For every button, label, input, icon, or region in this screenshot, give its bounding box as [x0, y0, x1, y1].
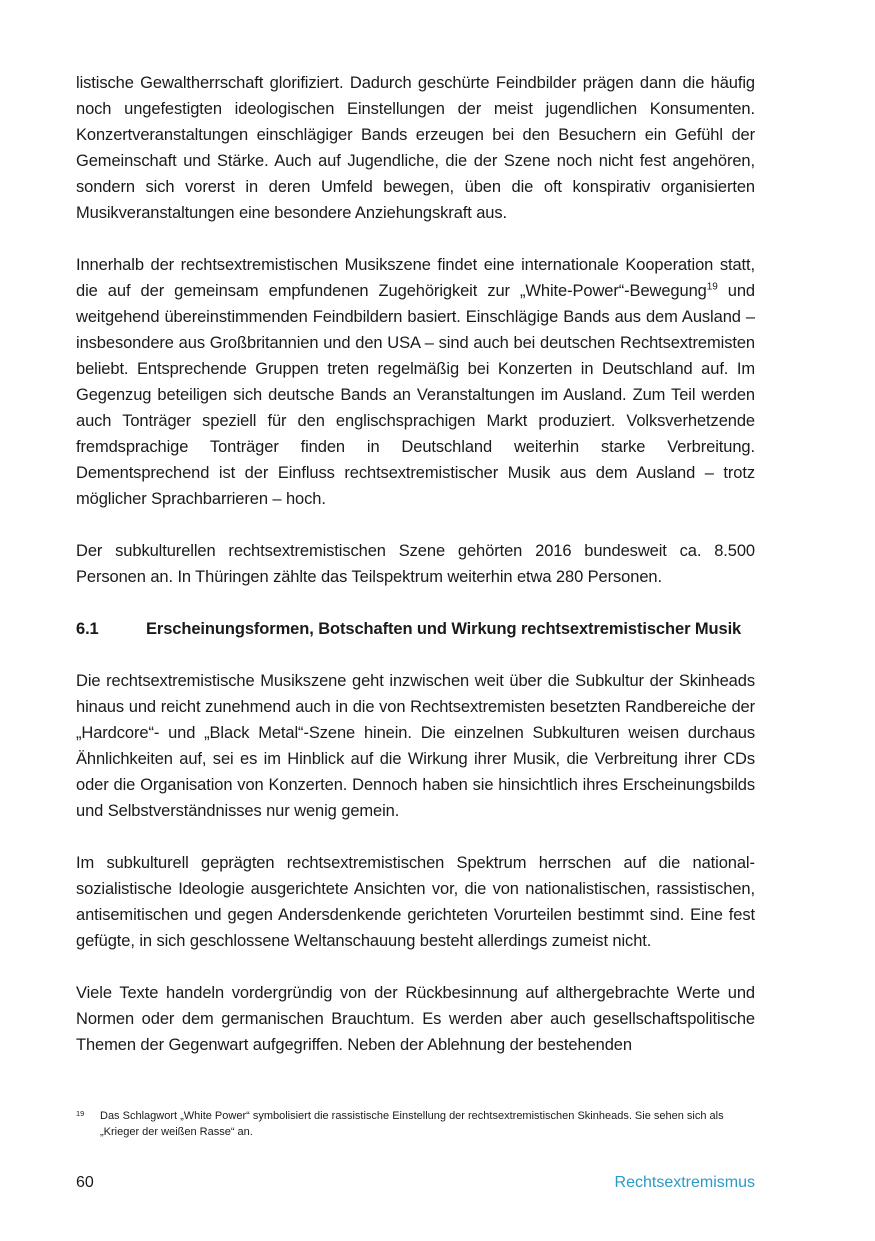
paragraph-continued: listische Gewaltherrschaft glorifiziert. Dadurch geschürte Feindbilder prägen dann die häufig noch ungefestigten ideologischen Einstellungen der meist jugendlichen Konsumenten. Konzertveranstaltungen einschlägiger Bands erzeugen bei den Besuchern ein Gefühl der Gemeinschaft und Stärke. Auch auf Jugendliche, die der Szene noch nicht fest angehören, sondern sich vorerst in deren Umfeld bewegen, üben die oft konspirativ organisierten Musikveranstaltungen eine besondere Anziehungskraft aus.	[76, 74, 755, 222]
paragraph-music-scene: Die rechtsextremistische Musikszene geht inzwischen weit über die Subkultur der Skinheads hinaus und reicht zunehmend auch in die von Rechtsextremisten besetzten Randbereiche der „Hardcore“- und „Black Metal“-Szene hinein. Die einzelnen Subkulturen weisen durchaus Ähnlichkeiten auf, sei es im Hinblick auf die Wirkung ihrer Musik, die Verbreitung ihrer CDs oder die Organisation von Konzerten. Dennoch haben sie hinsichtlich ihres Erscheinungsbilds und Selbstverständnisses nur wenig gemein.	[76, 672, 755, 820]
section-title: Erscheinungsformen, Botschaften und Wirkung rechtsextremistischer Musik	[146, 620, 742, 638]
paragraph-statistics: Der subkulturellen rechtsextremistischen Szene gehörten 2016 bundesweit ca. 8.500 Personen an. In Thüringen zählte das Teilspektrum weiterhin etwa 280 Personen.	[76, 542, 755, 586]
paragraph-lyrics: Viele Texte handeln vordergründig von der Rückbesinnung auf althergebrachte Werte und Normen oder dem germanischen Brauchtum. Es werden aber auch gesellschaftspolitische Themen der Gegenwart aufgegriffen. Neben der Ablehnung der bestehenden	[76, 984, 755, 1054]
footnote-reference[interactable]: 19	[706, 281, 718, 293]
footnote-text: Das Schlagwort „White Power“ symbolisiert die rassistische Einstellung der rechtsextremistischen Skinheads. Sie sehen sich als „Krieger der weißen Rasse“ an.	[100, 1110, 724, 1138]
page-footer	[76, 1172, 755, 1194]
section-heading	[76, 616, 755, 642]
page-number: 60	[76, 1174, 94, 1191]
paragraph-text: und weitgehend übereinstimmenden Feindbildern basiert. Einschlägige Bands aus dem Ausland – insbesondere aus Großbritannien und den USA – sind auch bei deutschen Rechtsextremisten beliebt. Entsprechende Gruppen treten regelmäßig bei Konzerten in Deutschland auf. Im Gegenzug beteiligen sich deutsche Bands an Veranstaltungen im Ausland. Zum Teil werden auch Tonträger speziell für den englischsprachigen Markt produziert. Volksverhetzende fremdsprachige Tonträger finden in Deutschland weiterhin starke Verbreitung. Dementsprechend ist der Einfluss rechtsextremistischer Musik aus dem Ausland – trotz möglicher Sprachbarrieren – hoch.	[76, 282, 756, 508]
section-number: 6.1	[76, 620, 99, 638]
footnote-mark: 19	[76, 1109, 85, 1118]
paragraph-international-cooperation	[76, 252, 755, 512]
footnote	[76, 1108, 755, 1140]
page-body	[76, 70, 755, 1058]
running-title: Rechtsextremismus	[614, 1174, 755, 1191]
paragraph-ideology: Im subkulturell geprägten rechtsextremistischen Spektrum herrschen auf die nationalsozialistische Ideologie ausgerichtete Ansichten vor, die von nationalistischen, rassistischen, antisemitischen und gegen Andersdenkende gerichteten Vorurteilen bestimmt sind. Eine fest gefügte, in sich geschlossene Weltanschauung besteht allerdings zumeist nicht.	[76, 854, 755, 950]
paragraph-text: Innerhalb der rechtsextremistischen Musikszene findet eine internationale Kooperation statt, die auf der gemeinsam empfundenen Zugehörigkeit zur „White-Power“-Bewegung	[76, 256, 755, 300]
